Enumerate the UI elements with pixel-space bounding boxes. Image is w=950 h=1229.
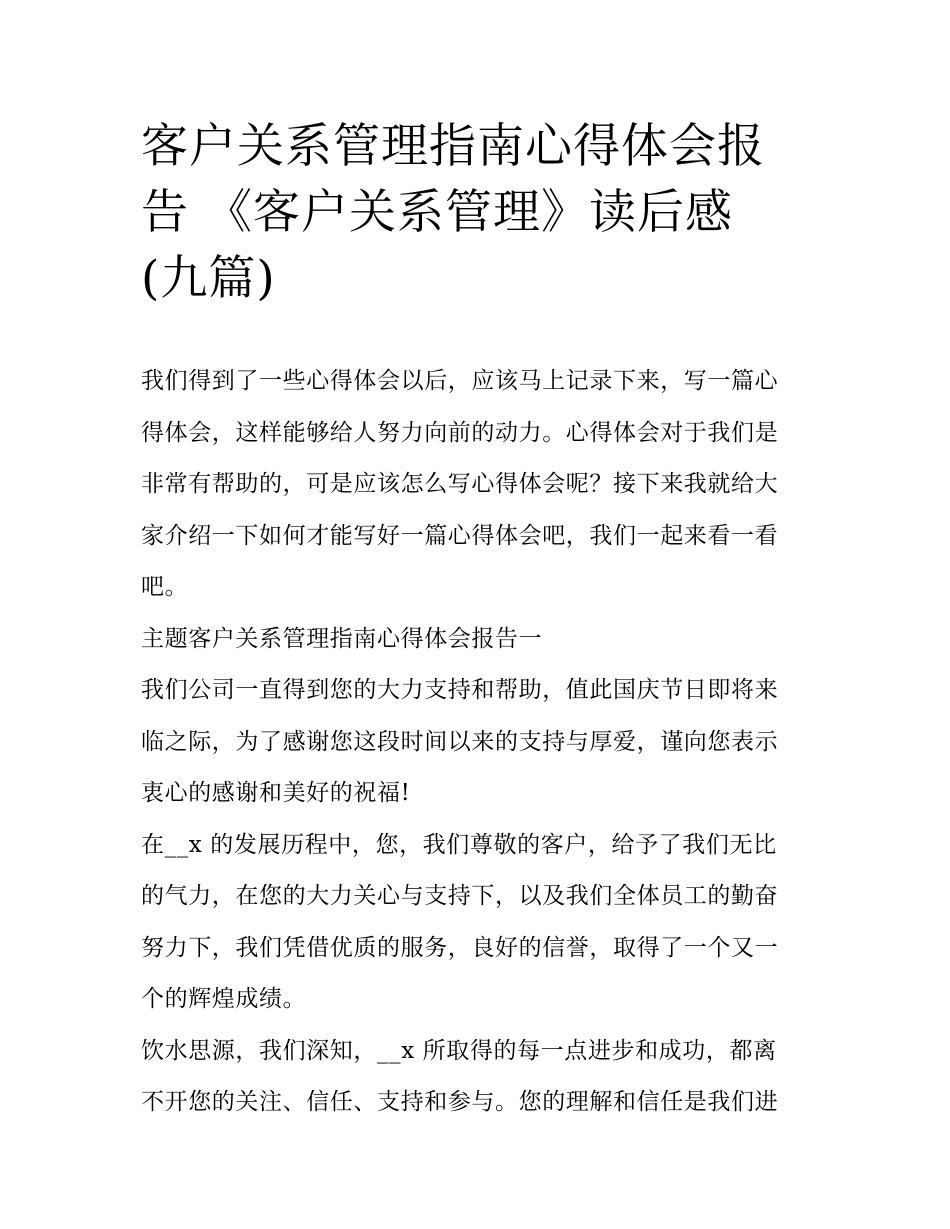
title-line: (九篇) <box>141 251 276 306</box>
text-line: 衷心的感谢和美好的祝福! <box>141 780 411 806</box>
text-line: 临之际，为了感谢您这段时间以来的支持与厚爱，谨向您表示 <box>141 728 779 755</box>
body-paragraph <box>141 1026 821 1129</box>
document-title <box>141 114 821 312</box>
title-line: 告 《客户关系管理》读后感 <box>141 185 733 240</box>
body-paragraph <box>141 820 821 1026</box>
text-line: 饮水思源，我们深知，__x 所取得的每一点进步和成功，都离 <box>141 1037 777 1064</box>
text-line: 我们得到了一些心得体会以后，应该马上记录下来，写一篇心 <box>141 368 779 394</box>
text-line: 主题客户关系管理指南心得体会报告一 <box>141 625 543 652</box>
title-line: 客户关系管理指南心得体会报 <box>141 119 765 174</box>
text-line: 非常有帮助的，可是应该怎么写心得体会呢？接下来我就给大 <box>141 471 779 497</box>
body-paragraph <box>141 665 821 820</box>
text-line: 我们公司一直得到您的大力支持和帮助，值此国庆节日即将来 <box>141 677 779 703</box>
text-line: 的气力，在您的大力关心与支持下，以及我们全体员工的勤奋 <box>141 883 779 909</box>
text-line: 个的辉煌成绩。 <box>141 986 307 1012</box>
document-body <box>141 356 821 1129</box>
text-line: 不开您的关注、信任、支持和参与。您的理解和信任是我们进 <box>141 1089 779 1115</box>
text-line: 家介绍一下如何才能写好一篇心得体会吧，我们一起来看一看 <box>141 522 779 549</box>
text-line: 吧。 <box>141 574 189 600</box>
text-line: 在__x 的发展历程中，您，我们尊敬的客户，给予了我们无比 <box>141 831 777 858</box>
intro-paragraph <box>141 356 821 614</box>
text-line: 得体会，这样能够给人努力向前的动力。心得体会对于我们是 <box>141 419 779 446</box>
section-heading <box>141 614 821 666</box>
text-line: 努力下，我们凭借优质的服务，良好的信誉，取得了一个又一 <box>141 934 779 961</box>
